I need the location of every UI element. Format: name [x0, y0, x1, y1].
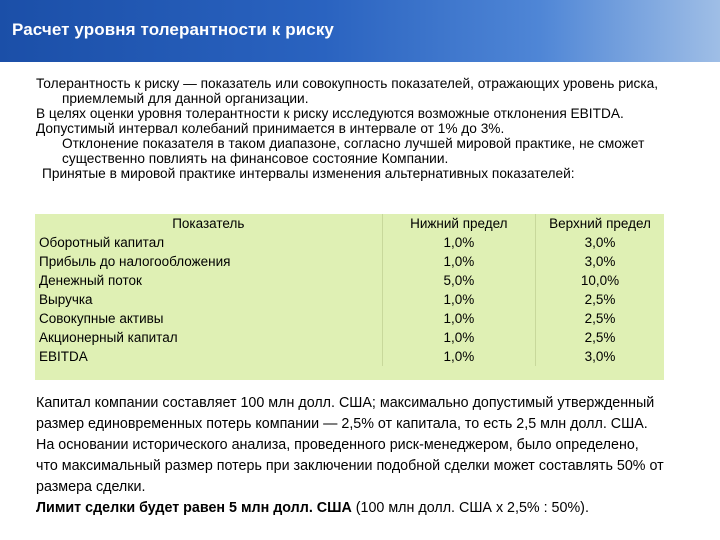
upper-limit-cell: 10,0% — [580, 273, 620, 288]
upper-limit-cell: 2,5% — [584, 311, 616, 326]
table-row — [35, 309, 664, 328]
title-bar — [0, 0, 720, 62]
header-lower-limit: Нижний предел — [382, 214, 535, 233]
deviation-paragraph: Отклонение показателя в таком диапазоне, согласно лучшей мировой практике, не сможет существенно повлиять на финансовое состояние Компании. — [62, 136, 645, 166]
indicator-cell: Акционерный капитал — [35, 328, 382, 347]
indicator-cell: EBITDA — [35, 347, 382, 366]
lower-limit-cell: 1,0% — [382, 290, 535, 309]
table-row — [35, 290, 664, 309]
table-caption: Принятые в мировой практике интервалы изменения альтернативных показателей: — [42, 166, 575, 181]
lower-limit-cell: 1,0% — [382, 309, 535, 328]
table-row — [35, 252, 664, 271]
upper-limit-cell: 2,5% — [584, 292, 616, 307]
header-indicator: Показатель — [35, 214, 382, 233]
header-upper-limit: Верхний предел — [549, 216, 651, 231]
limit-calculation: (100 млн долл. США х 2,5% : 50%). — [351, 500, 589, 516]
intervals-table-panel — [35, 214, 664, 380]
table-row — [35, 347, 664, 366]
lower-limit-cell: 1,0% — [382, 252, 535, 271]
indicator-cell: Денежный поток — [35, 271, 382, 290]
conclusion-text — [36, 393, 664, 519]
upper-limit-cell: 3,0% — [584, 349, 616, 364]
intro-text — [36, 76, 664, 181]
ebitda-paragraph: В целях оценки уровня толерантности к риску исследуются возможные отклонения EBITDA. — [36, 106, 624, 121]
lower-limit-cell: 1,0% — [382, 347, 535, 366]
lower-limit-cell: 1,0% — [382, 233, 535, 252]
capital-paragraph: Капитал компании составляет 100 млн долл. США; максимально допустимый утвержденный размер единовременных потерь компании — 2,5% от капитала, то есть 2,5 млн долл. США. На основании исторического анализа, проведенного риск-менеджером, было определено, что максимальный размер потерь при заключении подобной сделки может составлять 50% от размера сделки. — [36, 395, 664, 495]
intervals-table — [35, 214, 664, 366]
lower-limit-cell: 5,0% — [382, 271, 535, 290]
table-row — [35, 271, 664, 290]
table-header-row — [35, 214, 664, 233]
indicator-cell: Совокупные активы — [35, 309, 382, 328]
table-row — [35, 328, 664, 347]
definition-paragraph: Толерантность к риску — показатель или совокупность показателей, отражающих уровень риска, приемлемый для данной организации. — [36, 76, 659, 106]
upper-limit-cell: 3,0% — [584, 254, 616, 269]
upper-limit-cell: 3,0% — [584, 235, 616, 250]
limit-paragraph — [36, 498, 664, 519]
indicator-cell: Оборотный капитал — [35, 233, 382, 252]
lower-limit-cell: 1,0% — [382, 328, 535, 347]
upper-limit-cell: 2,5% — [584, 330, 616, 345]
interval-paragraph: Допустимый интервал колебаний принимается в интервале от 1% до 3%. — [36, 121, 505, 136]
indicator-cell: Прибыль до налогообложения — [35, 252, 382, 271]
table-row — [35, 233, 664, 252]
limit-statement: Лимит сделки будет равен 5 млн долл. США — [36, 500, 352, 516]
indicator-cell: Выручка — [35, 290, 382, 309]
slide-title: Расчет уровня толерантности к риску — [12, 20, 334, 39]
